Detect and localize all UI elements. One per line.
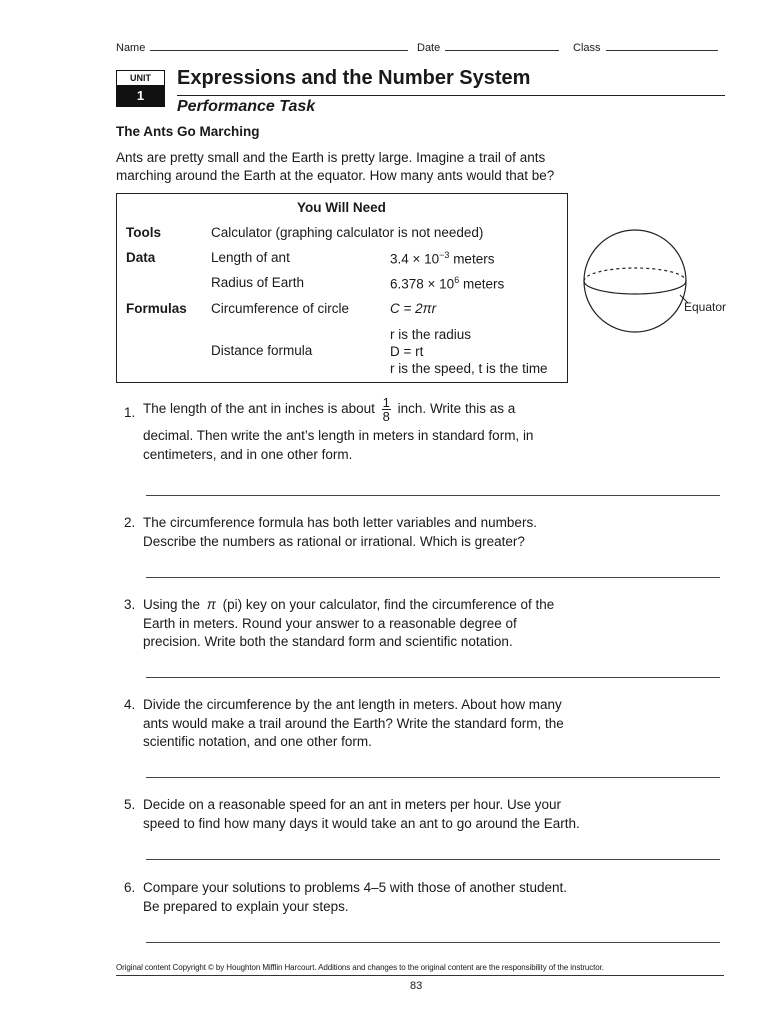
fraction-one-eighth (382, 396, 391, 423)
question-line: Earth in meters. Round your answer to a reasonable degree of (143, 615, 517, 631)
question-line: Be prepared to explain your steps. (143, 898, 349, 914)
intro-line: Ants are pretty small and the Earth is pretty large. Imagine a trail of ants (116, 150, 546, 165)
answer-line-1[interactable] (146, 495, 720, 496)
fraction-denominator: 8 (382, 409, 390, 424)
equator-front-arc (584, 281, 686, 294)
question-1 (124, 396, 594, 464)
question-line: ants would make a trail around the Earth? Write the standard form, the (143, 715, 564, 731)
intro-line: marching around the Earth at the equator. How many ants would that be? (116, 168, 555, 183)
circumference-formula: C = 2πr (390, 301, 437, 316)
earth-radius-exponent: 6 (454, 275, 460, 285)
question-number: 4. (124, 697, 136, 712)
question-number: 6. (124, 880, 136, 895)
distance-formula: D = rt (390, 344, 424, 359)
name-field (116, 39, 408, 54)
pi-symbol: π (206, 597, 216, 612)
question-text (143, 596, 594, 615)
earth-radius-value (390, 275, 504, 292)
question-line: Describe the numbers as rational or irrational. Which is greater? (143, 533, 525, 549)
copyright-footer: Original content Copyright © by Houghton Mifflin Harcourt. Additions and changes to the original content are the responsibility of the instructor. (116, 963, 604, 972)
sphere-outline (584, 230, 686, 332)
tools-label: Tools (126, 225, 161, 240)
question-line: Divide the circumference by the ant length in meters. About how many (143, 697, 562, 712)
box-heading: You Will Need (297, 200, 386, 215)
intro-paragraph (116, 149, 596, 185)
date-field (417, 39, 559, 54)
question-number: 1. (124, 405, 136, 420)
title-divider (177, 95, 725, 96)
answer-line-5[interactable] (146, 859, 720, 860)
answer-line-4[interactable] (146, 777, 720, 778)
name-blank (150, 39, 408, 51)
ant-length-value (390, 250, 494, 267)
question-5 (124, 796, 594, 833)
question-number: 3. (124, 597, 136, 612)
question-line: centimeters, and in one other form. (143, 446, 353, 462)
question-2 (124, 514, 594, 551)
answer-line-6[interactable] (146, 942, 720, 943)
question-line: The circumference formula has both letter variables and numbers. (143, 515, 537, 530)
question-3 (124, 596, 594, 652)
equator-back-arc (584, 268, 686, 281)
question-line: Compare your solutions to problems 4–5 with those of another student. (143, 880, 567, 895)
question-line: precision. Write both the standard form and scientific notation. (143, 634, 513, 649)
fraction-numerator: 1 (382, 395, 390, 410)
question-text-part: Using the (143, 597, 201, 612)
question-text-part: (pi) key on your calculator, find the circumference of the (222, 597, 555, 612)
unit-label: UNIT (117, 71, 164, 85)
ant-length-mantissa: 3.4 × 10 (390, 251, 440, 267)
question-text-part: The length of the ant in inches is about (143, 401, 375, 417)
question-number: 5. (124, 797, 136, 812)
footer-divider (116, 975, 724, 976)
answer-line-3[interactable] (146, 677, 720, 678)
date-label: Date (417, 42, 441, 54)
tools-value: Calculator (graphing calculator is not needed) (211, 225, 484, 240)
circumference-label: Circumference of circle (211, 301, 350, 316)
earth-radius-unit: meters (459, 276, 505, 292)
question-line: speed to find how many days it would take an ant to go around the Earth. (143, 815, 580, 831)
page-subtitle: Performance Task (177, 98, 316, 115)
earth-radius-label: Radius of Earth (211, 275, 305, 290)
unit-number: 1 (117, 85, 164, 106)
radius-note: r is the radius (390, 327, 472, 342)
speed-note: r is the speed, t is the time (390, 361, 548, 376)
class-label: Class (573, 42, 601, 54)
equator-label: Equator (684, 300, 727, 314)
question-line: Decide on a reasonable speed for an ant in meters per hour. Use your (143, 797, 561, 812)
class-blank (606, 39, 718, 51)
data-label: Data (126, 250, 156, 265)
ant-length-label: Length of ant (211, 250, 290, 265)
question-4 (124, 696, 594, 752)
date-blank (445, 39, 559, 51)
name-label: Name (116, 42, 146, 54)
page-number: 83 (410, 980, 423, 992)
question-line: decimal. Then write the ant’s length in meters in standard form, in (143, 428, 534, 443)
question-number: 2. (124, 515, 136, 530)
question-text (143, 396, 594, 423)
question-text-part: inch. Write this as a (397, 401, 516, 417)
unit-badge (116, 70, 165, 107)
section-title: The Ants Go Marching (116, 124, 260, 139)
ant-length-unit: meters (449, 251, 495, 267)
question-line: scientific notation, and one other form. (143, 734, 372, 749)
you-will-need-box (116, 193, 568, 383)
page-title: Expressions and the Number System (177, 67, 531, 89)
distance-label: Distance formula (211, 343, 313, 358)
question-6 (124, 879, 594, 916)
formulas-label: Formulas (126, 301, 187, 316)
earth-sphere-figure (582, 224, 732, 336)
earth-radius-mantissa: 6.378 × 10 (390, 276, 455, 292)
ant-length-exponent: −3 (439, 250, 450, 260)
class-field (573, 39, 718, 54)
answer-line-2[interactable] (146, 577, 720, 578)
